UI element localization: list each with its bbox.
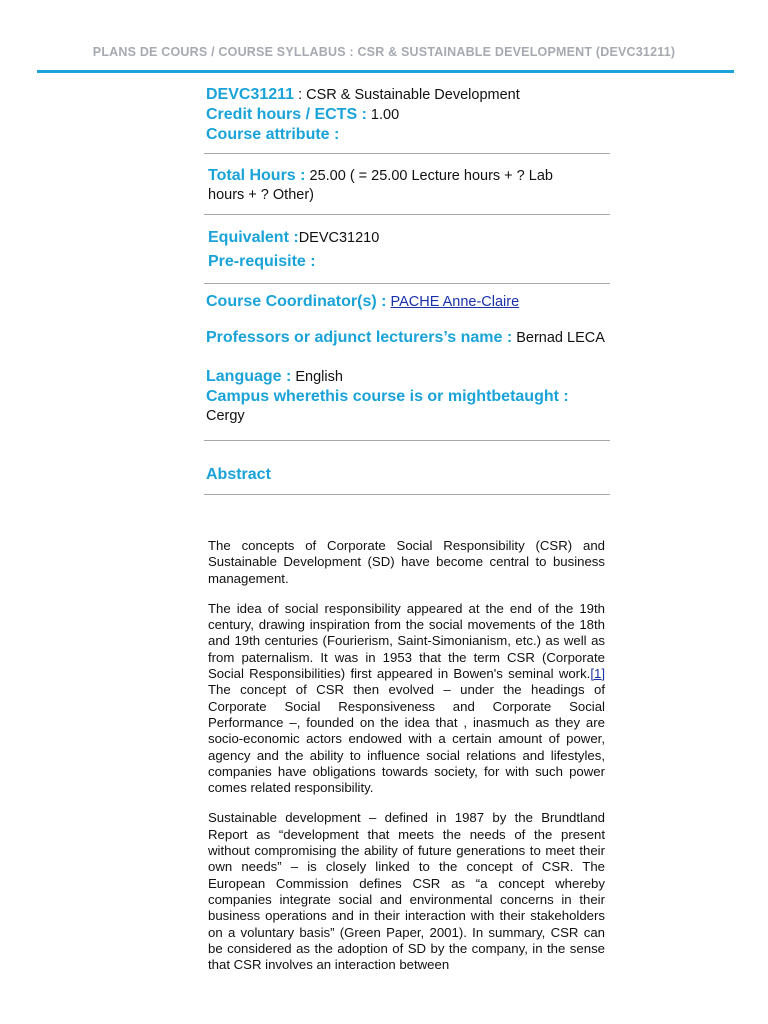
course-title-line <box>206 85 606 105</box>
equivalent-label: Equivalent : <box>208 229 299 246</box>
course-code-separator: : <box>294 87 307 103</box>
prerequisite-line <box>208 252 608 272</box>
credit-hours-value: 1.00 <box>366 107 400 123</box>
course-attribute-label: Course attribute : <box>206 126 340 143</box>
abstract-paragraph: The concepts of Corporate Social Responsibility (CSR) and Sustainable Development (SD) have become central to business management. <box>208 538 605 586</box>
paragraph-text: The idea of social responsibility appeared at the end of the 19th century, drawing inspiration from the social movements of the 18th and 19th centuries (Fourierism, Saint-Simonianism, etc.) as well as from paternalism. It was in 1953 that the term CSR (Corporate Social Responsibilities) first appeared in Bowen's seminal work. <box>208 600 605 682</box>
prerequisite-label: Pre-requisite : <box>208 253 316 270</box>
section-divider <box>204 494 610 495</box>
section-divider <box>204 214 610 215</box>
total-hours-label: Total Hours : <box>208 167 306 184</box>
language-value: English <box>291 369 343 385</box>
campus-value: Cergy <box>206 408 245 424</box>
abstract-paragraph <box>208 601 605 797</box>
section-divider <box>204 283 610 284</box>
coordinator-link[interactable]: PACHE Anne-Claire <box>390 294 520 310</box>
section-divider <box>204 440 610 441</box>
course-attribute-line <box>206 125 606 145</box>
campus-label: Campus wherethis course is or mightbetaught : <box>206 388 569 405</box>
paragraph-text: The concept of CSR then evolved – under the headings of Corporate Social Responsiveness and Corporate Social Performance –, founded on the idea that , inasmuch as they are socio-economic actors endowed with a certain amount of power, agency and the ability to influence social relations and lifestyles, companies have obligations towards society, for with such power comes related responsibility. <box>208 682 605 796</box>
abstract-paragraph: Sustainable development – defined in 1987 by the Brundtland Report as “development that meets the needs of the present without compromising the ability of future generations to meet their own needs” – is closely linked to the concept of CSR. The European Commission defines CSR as “a concept whereby companies integrate social and environmental concerns in their business operations and in their interaction with their stakeholders on a voluntary basis” (Green Paper, 2001). In summary, CSR can be considered as the adoption of SD by the company, in the sense that CSR involves an interaction between <box>208 810 605 973</box>
professors-label: Professors or adjunct lecturers’s name : <box>206 329 513 346</box>
credit-hours-line <box>206 105 606 125</box>
section-divider <box>204 153 610 154</box>
professors-value: Bernad LECA <box>512 330 605 346</box>
language-label: Language : <box>206 368 292 385</box>
header-divider <box>37 70 734 73</box>
page-header-title: PLANS DE COURS / COURSE SYLLABUS : CSR & SUSTAINABLE DEVELOPMENT (DEVC31211) <box>92 45 676 59</box>
abstract-body <box>208 538 605 987</box>
abstract-heading: Abstract <box>206 466 271 483</box>
coordinator-line <box>206 292 606 312</box>
course-code: DEVC31211 <box>206 86 295 103</box>
equivalent-line <box>208 228 608 248</box>
credit-hours-label: Credit hours / ECTS : <box>206 106 367 123</box>
course-name: CSR & Sustainable Development <box>306 87 520 103</box>
language-line <box>206 367 606 387</box>
total-hours-line <box>208 166 588 205</box>
equivalent-value: DEVC31210 <box>298 230 380 246</box>
campus-line <box>206 387 606 407</box>
total-hours-value: 25.00 ( = 25.00 Lecture hours + ? Lab hours + ? Other) <box>208 168 553 203</box>
footnote-link[interactable]: [1] <box>590 666 605 682</box>
coordinator-label: Course Coordinator(s) : <box>206 293 387 310</box>
professors-line <box>206 328 606 348</box>
